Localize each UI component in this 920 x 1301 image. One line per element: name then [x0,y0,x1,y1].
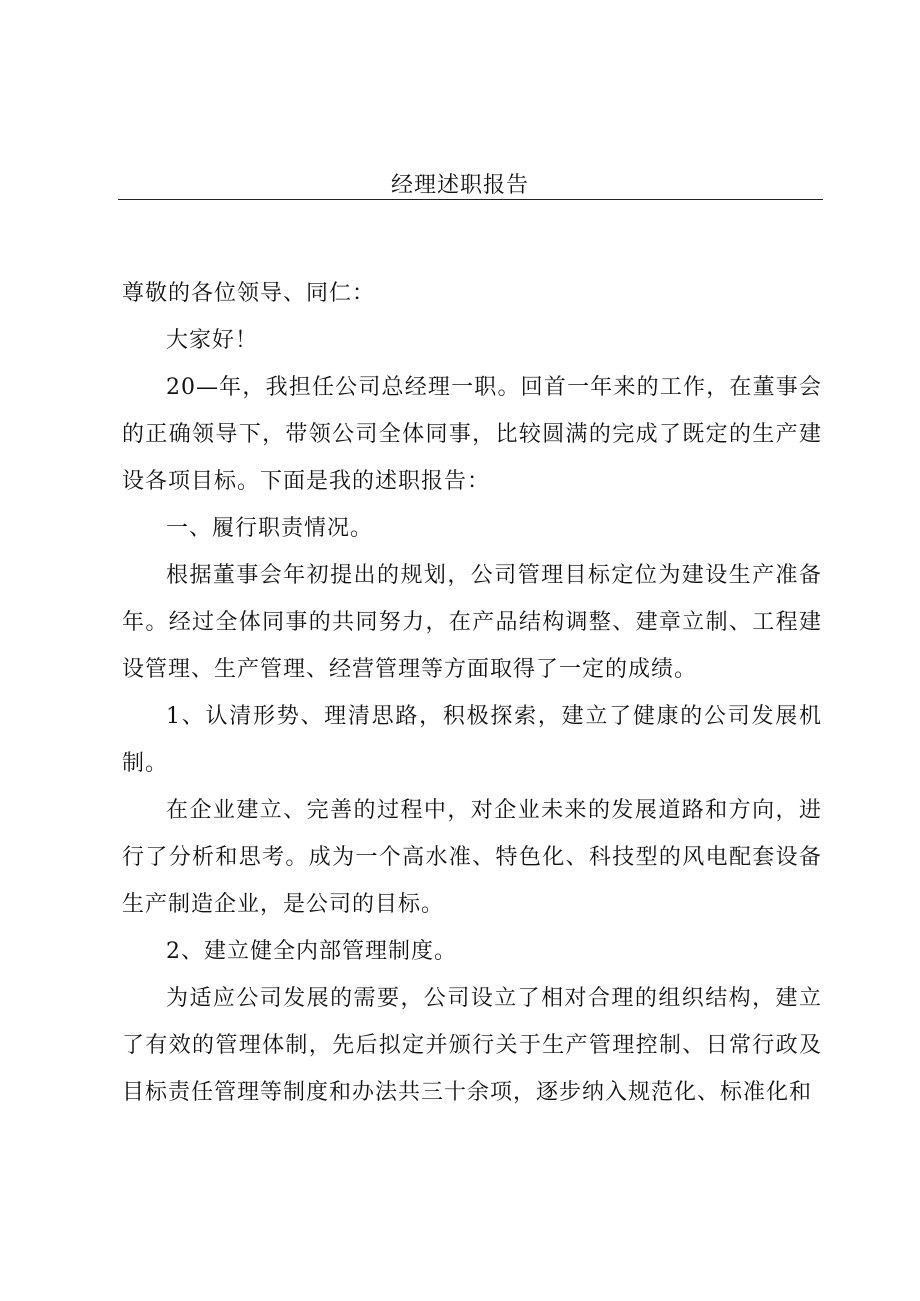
paragraph-management-system: 为适应公司发展的需要，公司设立了相对合理的组织结构，建立了有效的管理体制，先后拟定并颁行关于生产管理控制、日常行政及目标责任管理等制度和办法共三十余项，逐步纳入规范化、标准化和 [122,986,822,1105]
paragraph-plan: 根据董事会年初提出的规划，公司管理目标定位为建设生产准备年。经过全体同事的共同努力，在产品结构调整、建章立制、工程建设管理、生产管理、经营管理等方面取得了一定的成绩。 [122,563,822,682]
hello-line: 大家好！ [166,328,259,353]
item-heading-2: 2、建立健全内部管理制度。 [166,939,457,964]
section-heading-duties: 一、履行职责情况。 [166,516,374,541]
paragraph-intro: 20—年，我担任公司总经理一职。回首一年来的工作，在董事会的正确领导下，带领公司全体同事，比较圆满的完成了既定的生产建设各项目标。下面是我的述职报告： [122,375,822,494]
document-body [122,270,822,1116]
greeting-line: 尊敬的各位领导、同仁： [122,281,376,306]
item-heading-1: 1、认清形势、理清思路，积极探索，建立了健康的公司发展机制。 [122,704,822,776]
paragraph-development: 在企业建立、完善的过程中，对企业未来的发展道路和方向，进行了分析和思考。成为一个高水准、特色化、科技型的风电配套设备生产制造企业，是公司的目标。 [122,798,822,917]
title-underline-rule [118,199,823,200]
document-title: 经理述职报告 [390,173,529,198]
